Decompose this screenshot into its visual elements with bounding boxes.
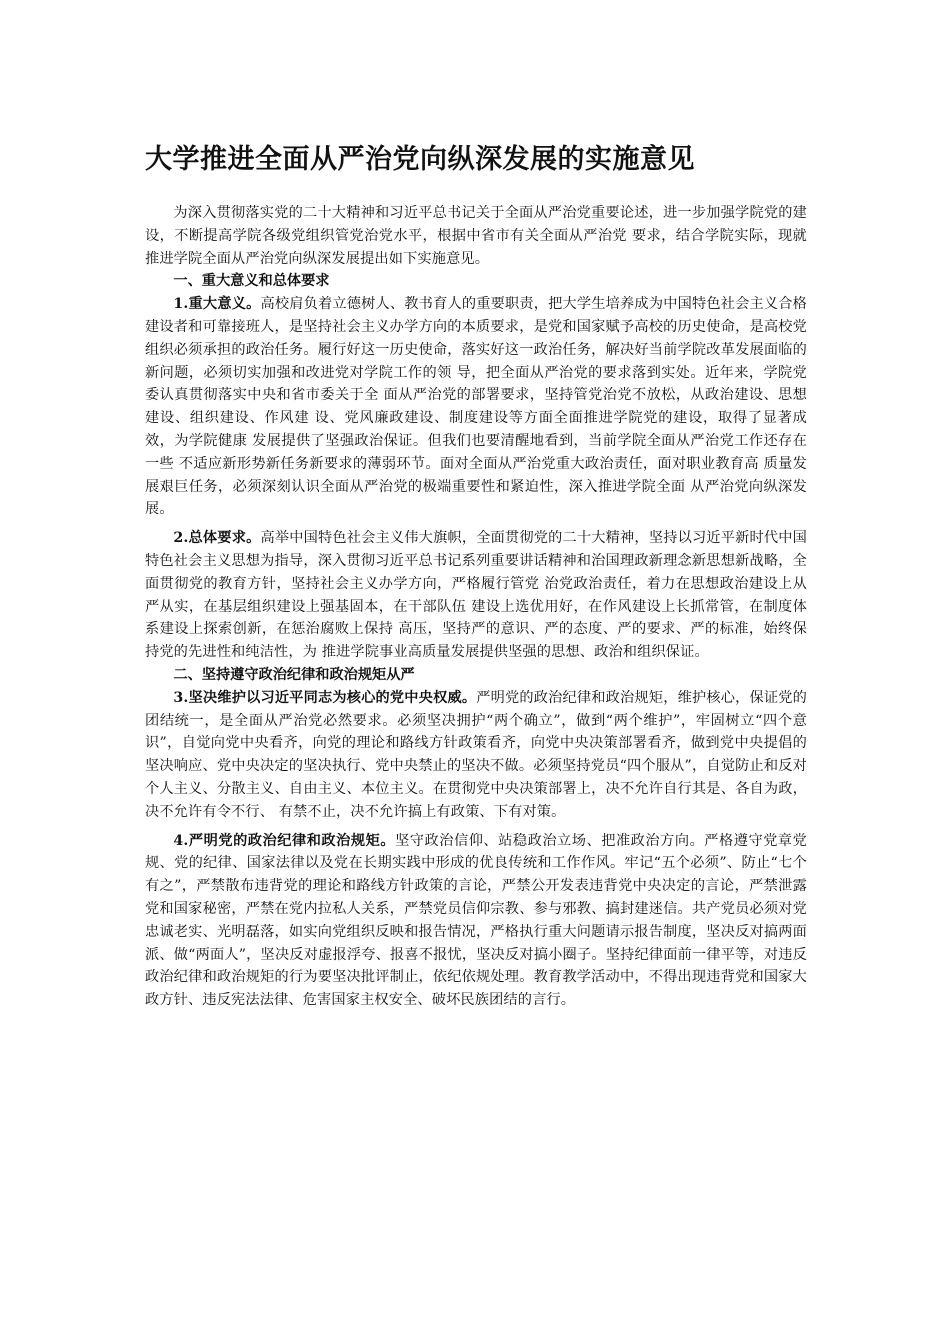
item-text-1: 高校肩负着立德树人、教书育人的重要职责，把大学生培养成为中国特色社会主义合格建设者和可靠接班人，是坚持社会主义办学方向的本质要求，是党和国家赋予高校的历史使命，是高校党组织必须承担的政治任务。履行好这一历史使命，落实好这一政治任务，解决好当前学院改革发展面临的新问题，必须切实加强和改进党对学院工作的领 导，把全面从严治党的要求落到实处。近年来，学院党委认真贯彻落实中央和省市委关于全 面从严治党的部署要求，坚持管党治党不放松，从政治建设、思想建设、组织建设、作风建 设、党风廉政建设、制度建设等方面全面推进学院党的建设，取得了显著成效，为学院健康 发展提供了坚强政治保证。但我们也要清醒地看到，当前学院全面从严治党工作还存在一些 不适应新形势新任务新要求的薄弱环节。面对全面从严治党重大政治责任，面对职业教育高 质量发展艰巨任务，必须深刻认识全面从严治党的极端重要性和紧迫性，深入推进学院全面 从严治党向纵深发展。 xyxy=(145,296,807,518)
intro-paragraph: 为深入贯彻落实党的二十大精神和习近平总书记关于全面从严治党重要论述，进一步加强学院党的建设，不断提高学院各级党组织管党治党水平，根据中省市有关全面从严治党 要求，结合学院实际，现就推进学院全面从严治党向纵深发展提出如下实施意见。 xyxy=(145,205,807,267)
document-title: 大学推进全面从严治党向纵深发展的实施意见 xyxy=(145,144,695,175)
item-paragraph-2 xyxy=(145,527,807,664)
document-page xyxy=(145,140,807,1012)
item-lead-2: 2.总体要求。 xyxy=(173,530,261,547)
section-heading-1: 一、重大意义和总体要求 xyxy=(173,273,330,290)
item-text-3: 严明党的政治纪律和政治规矩，维护核心，保证党的团结统一，是全面从严治党必然要求。必须坚决拥护“两个确立”，做到“两个维护”，牢固树立“四个意识”，自觉向党中央看齐，向党的理论和路线方针政策看齐，向党中央决策部署看齐，做到党中央提倡的坚决响应、党中央决定的坚决执行、党中央禁止的坚决不做。必须坚持党员“四个服从”，自觉防止和反对个人主义、分散主义、自由主义、本位主义。在贯彻党中央决策部署上，决不允许自行其是、各自为政，决不允许有令不行、 有禁不止，决不允许搞上有政策、下有对策。 xyxy=(145,689,807,820)
item-text-4: 坚守政治信仰、站稳政治立场、把准政治方向。严格遵守党章党规、党的纪律、国家法律以及党在长期实践中形成的优良传统和工作作风。牢记“五个必须”、防止“七个有之”，严禁散布违背党的理论和路线方针政策的言论，严禁公开发表违背党中央决定的言论，严禁泄露党和国家秘密，严禁在党内拉私人关系，严禁党员信仰宗教、参与邪教、搞封建迷信。共产党员必须对党忠诚老实、光明磊落，如实向党组织反映和报告情况，严格执行重大问题请示报告制度，坚决反对搞两面派、做“两面人”，坚决反对虚报浮夸、报喜不报忧，坚决反对搞小圈子。坚持纪律面前一律平等，对违反政治纪律和政治规矩的行为要坚决批评制止，依纪依规处理。教育教学活动中，不得出现违背党和国家大政方针、违反宪法法律、危害国家主权安全、破坏民族团结的言行。 xyxy=(145,832,808,1009)
item-lead-4: 4.严明党的政治纪律和政治规矩。 xyxy=(173,832,396,849)
section-heading-2: 二、坚持遵守政治纪律和政治规矩从严 xyxy=(173,666,415,683)
item-lead-3: 3.坚决维护以习近平同志为核心的党中央权威。 xyxy=(173,689,477,706)
item-paragraph-1 xyxy=(145,293,807,521)
item-paragraph-3 xyxy=(145,687,807,824)
item-text-2: 高举中国特色社会主义伟大旗帜，全面贯彻党的二十大精神，坚持以习近平新时代中国特色社会主义思想为指导，深入贯彻习近平总书记系列重要讲话精神和治国理政新理念新思想新战略，全面贯彻党的教育方针，坚持社会主义办学方向，严格履行管党 治党政治责任，着力在思想政治建设上从严从实，在基层组织建设上强基固本，在干部队伍 建设上选优用好，在作风建设上长抓常管，在制度体系建设上探索创新，在惩治腐败上保持 高压，坚持严的意识、严的态度、严的要求、严的标准，始终保持党的先进性和纯洁性，为 推进学院事业高质量发展提供坚强的思想、政治和组织保证。 xyxy=(145,530,807,661)
item-lead-1: 1.重大意义。 xyxy=(173,296,261,313)
item-paragraph-4 xyxy=(145,830,807,1012)
